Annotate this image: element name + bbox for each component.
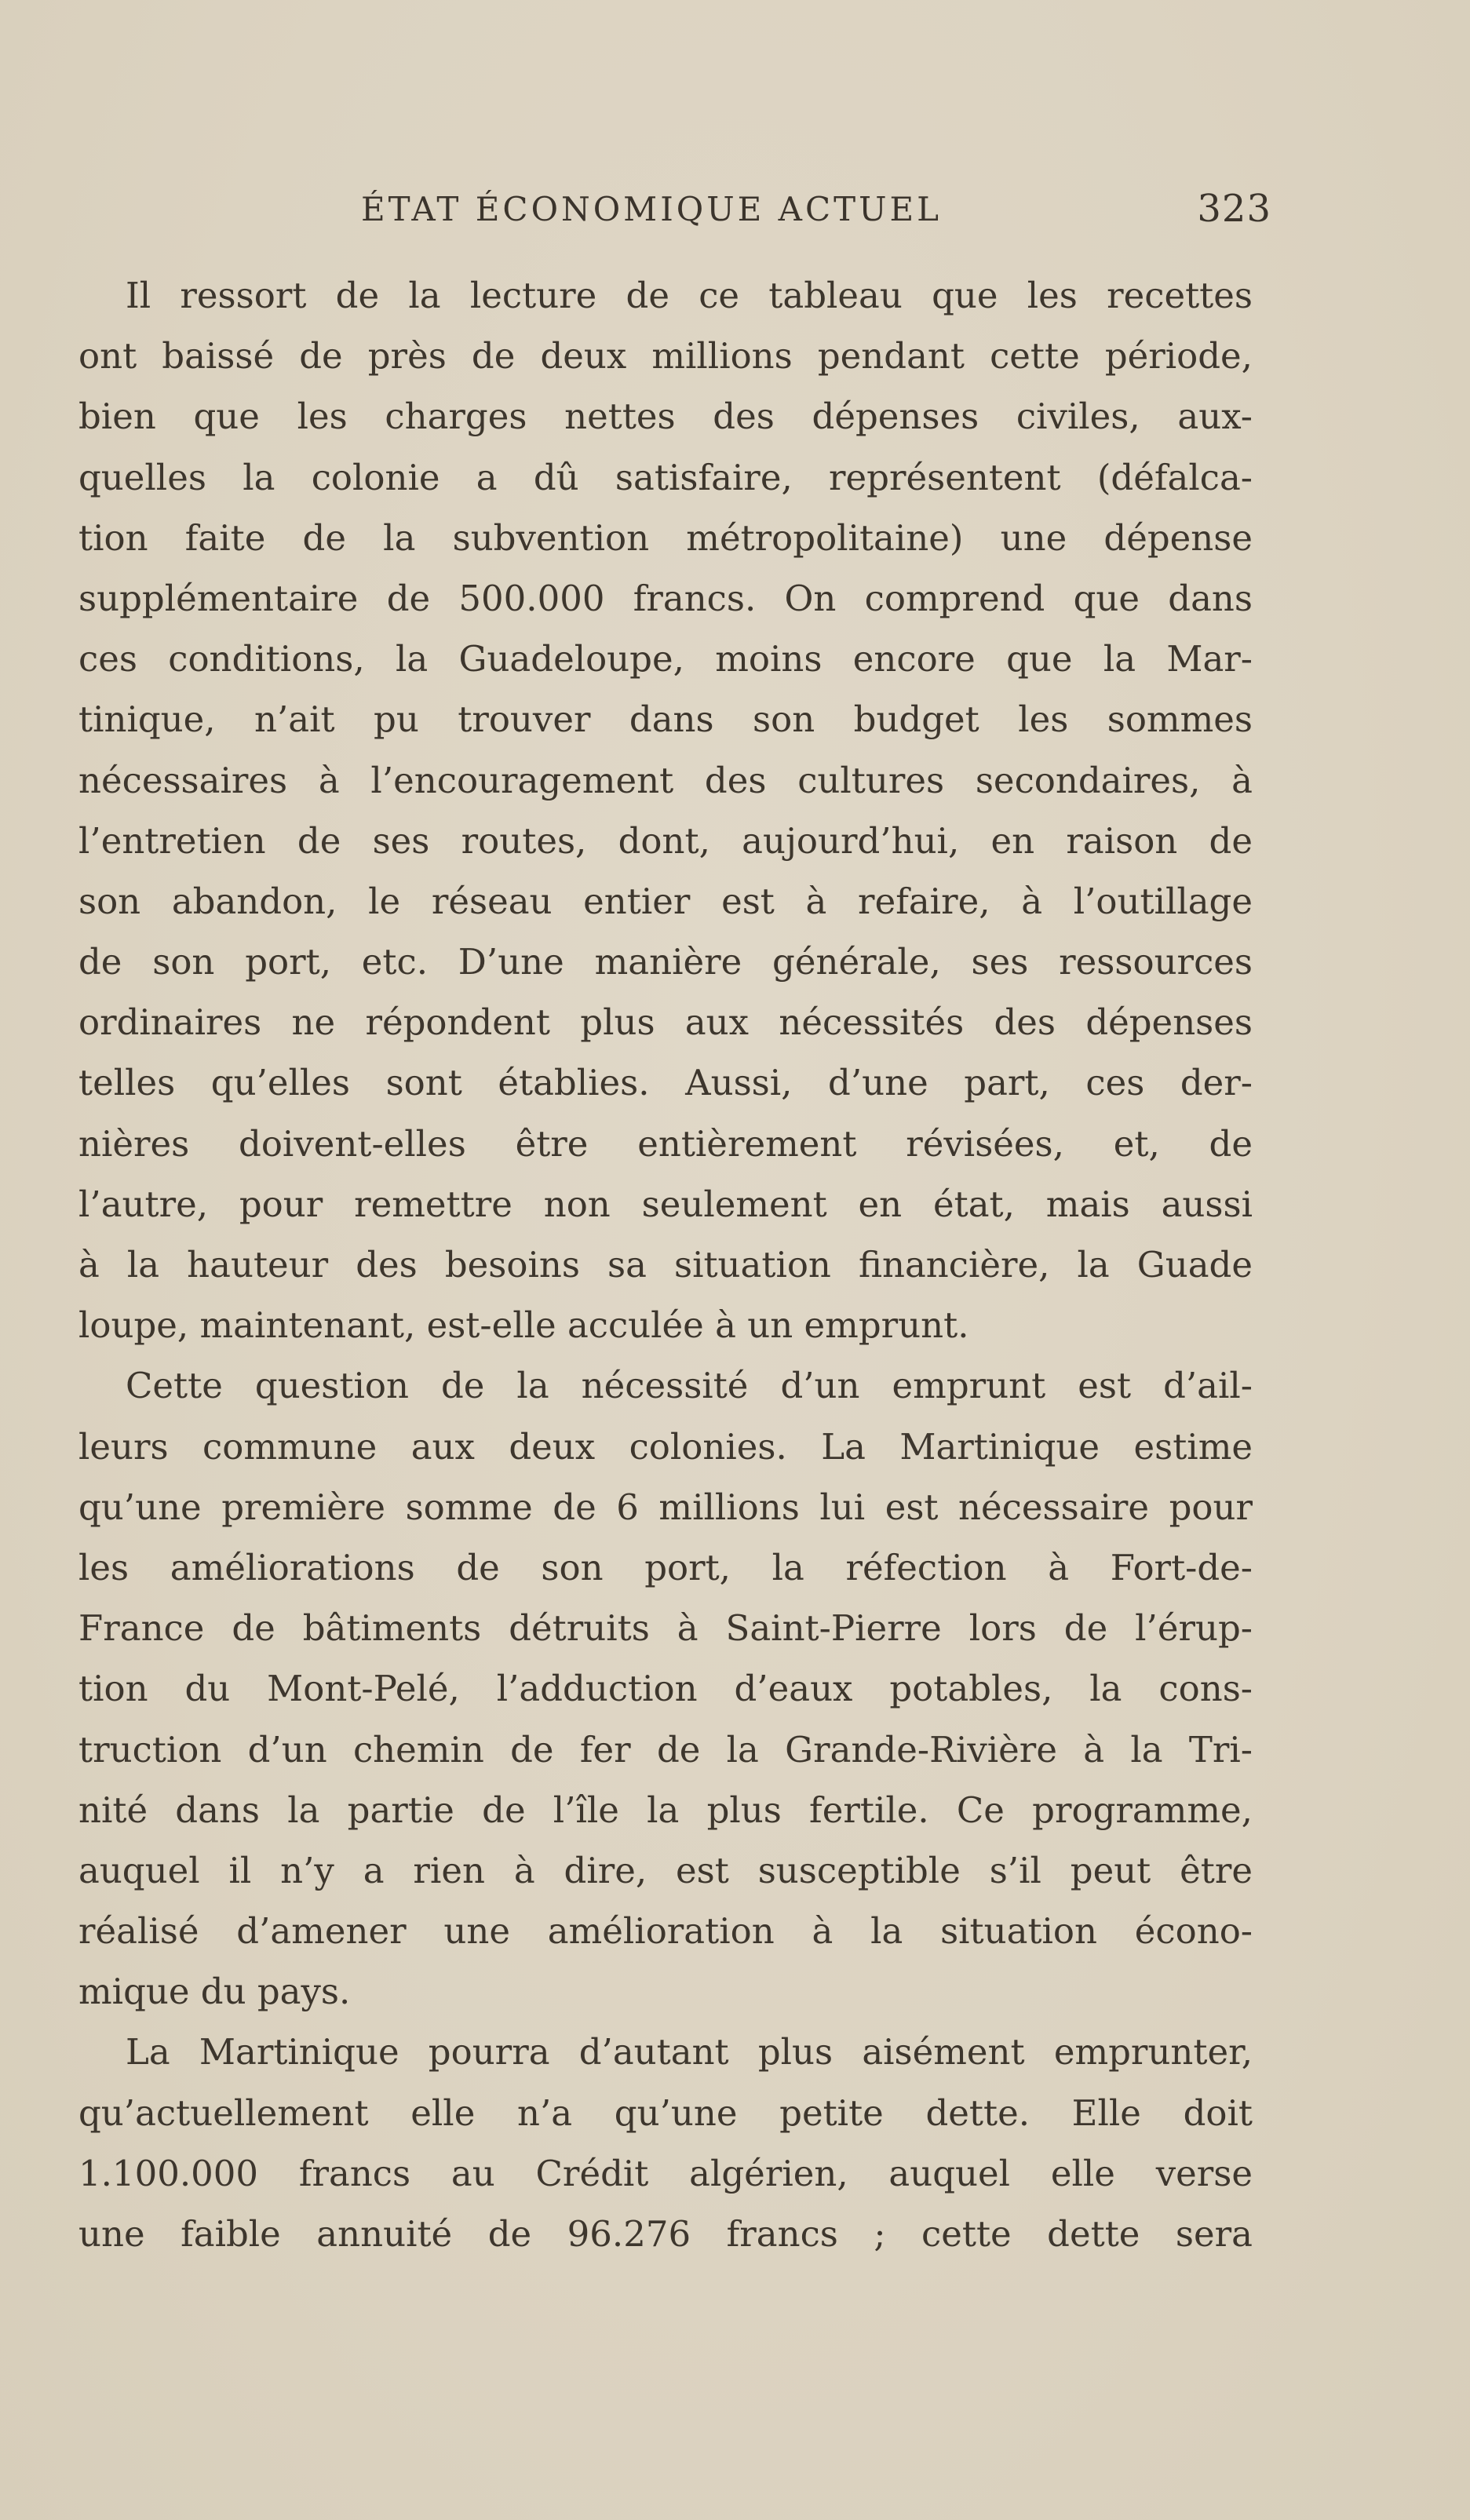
text-line: de son port, etc. D’une manière générale, ses ressources (78, 941, 1253, 983)
text-line: telles qu’elles sont établies. Aussi, d’une part, ces der- (78, 1062, 1253, 1104)
text-line: les améliorations de son port, la réfection à Fort-de- (78, 1546, 1253, 1588)
text-line: quelles la colonie a dû satisfaire, représentent (défalca- (78, 456, 1253, 498)
text-line: bien que les charges nettes des dépenses civiles, aux- (78, 396, 1253, 438)
text-line: 1.100.000 francs au Crédit algérien, auquel elle verse (78, 2152, 1253, 2194)
paragraph-3 (78, 2022, 1253, 2264)
text-line: tion faite de la subvention métropolitaine) une dépense (78, 516, 1253, 559)
text-line: truction d’un chemin de fer de la Grande-Rivière à la Tri- (78, 1728, 1253, 1771)
text-line: réalisé d’amener une amélioration à la situation écono- (78, 1910, 1253, 1953)
text-line: ordinaires ne répondent plus aux nécessités des dépenses (78, 1001, 1253, 1044)
text-line: l’entretien de ses routes, dont, aujourd’hui, en raison de (78, 819, 1253, 862)
text-line: nécessaires à l’encouragement des cultures secondaires, à (78, 759, 1253, 801)
text-line: ces conditions, la Guadeloupe, moins encore que la Mar- (78, 638, 1253, 680)
paragraph-2 (78, 1355, 1253, 2022)
body-text (78, 265, 1253, 2264)
text-line: tion du Mont-Pelé, l’adduction d’eaux potables, la cons- (78, 1668, 1253, 1710)
text-line: loupe, maintenant, est-elle acculée à un emprunt. (78, 1304, 969, 1347)
text-line: nité dans la partie de l’île la plus fertile. Ce programme, (78, 1789, 1253, 1831)
text-line: auquel il n’y a rien à dire, est susceptible s’il peut être (78, 1849, 1253, 1891)
text-line: Cette question de la nécessité d’un emprunt est d’ail- (126, 1365, 1253, 1407)
text-line: leurs commune aux deux colonies. La Martinique estime (78, 1425, 1253, 1468)
text-line: une faible annuité de 96.276 francs ; cette dette sera (78, 2213, 1253, 2255)
text-line: l’autre, pour remettre non seulement en état, mais aussi (78, 1183, 1253, 1225)
text-line: qu’actuellement elle n’a qu’une petite dette. Elle doit (78, 2091, 1253, 2134)
text-line: supplémentaire de 500.000 francs. On comprend que dans (78, 577, 1253, 619)
text-line: ont baissé de près de deux millions pendant cette période, (78, 335, 1253, 377)
page-number: 323 (1197, 187, 1271, 231)
text-line: son abandon, le réseau entier est à refaire, à l’outillage (78, 880, 1253, 922)
text-line: à la hauteur des besoins sa situation financière, la Guade (78, 1244, 1253, 1286)
text-line: qu’une première somme de 6 millions lui est nécessaire pour (78, 1486, 1253, 1528)
text-line: France de bâtiments détruits à Saint-Pierre lors de l’érup- (78, 1607, 1253, 1650)
text-line: Il ressort de la lecture de ce tableau que les recettes (126, 275, 1253, 316)
text-line: La Martinique pourra d’autant plus aisément emprunter, (126, 2031, 1253, 2073)
running-head (361, 185, 1271, 232)
text-line: tinique, n’ait pu trouver dans son budget les sommes (78, 698, 1253, 741)
running-title: ÉTAT ÉCONOMIQUE ACTUEL (361, 189, 943, 228)
paragraph-1 (78, 265, 1253, 1355)
text-line: mique du pays. (78, 1971, 351, 2013)
text-line: nières doivent-elles être entièrement révisées, et, de (78, 1122, 1253, 1165)
